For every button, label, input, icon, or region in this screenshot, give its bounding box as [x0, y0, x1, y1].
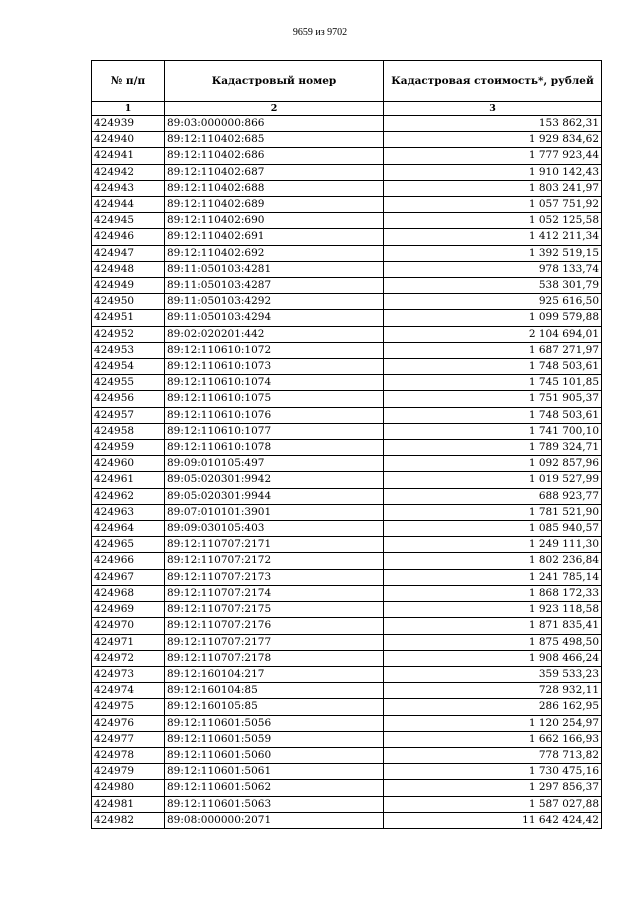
cadastral-number: 89:12:110601:5056	[165, 715, 384, 731]
table-row	[92, 634, 602, 650]
cadastral-number: 89:09:010105:497	[165, 456, 384, 472]
row-index: 424970	[92, 618, 165, 634]
row-index: 424963	[92, 504, 165, 520]
page-number: 9659 из 9702	[292, 27, 348, 38]
cadastral-number: 89:11:050103:4292	[165, 294, 384, 310]
cadastral-number: 89:12:110402:688	[165, 180, 384, 196]
cadastral-number: 89:12:110601:5061	[165, 764, 384, 780]
cadastral-number: 89:12:110601:5059	[165, 731, 384, 747]
cadastral-number: 89:12:110707:2171	[165, 537, 384, 553]
cadastral-number: 89:12:110610:1078	[165, 440, 384, 456]
cadastral-value: 1 923 118,58	[384, 602, 602, 618]
cadastral-number: 89:12:110402:690	[165, 213, 384, 229]
cadastral-number: 89:12:110402:686	[165, 148, 384, 164]
table-row	[92, 699, 602, 715]
row-index: 424972	[92, 650, 165, 666]
row-index: 424951	[92, 310, 165, 326]
table-row	[92, 116, 602, 132]
table-row	[92, 666, 602, 682]
cadastral-value: 1 871 835,41	[384, 618, 602, 634]
cadastral-number: 89:12:110707:2173	[165, 569, 384, 585]
table-row	[92, 521, 602, 537]
cadastral-number: 89:11:050103:4287	[165, 278, 384, 294]
table-row	[92, 747, 602, 763]
table-header-row	[92, 61, 602, 102]
cadastral-number: 89:12:110610:1073	[165, 359, 384, 375]
cadastral-value: 1 392 519,15	[384, 245, 602, 261]
row-index: 424953	[92, 342, 165, 358]
cadastral-value: 1 019 527,99	[384, 472, 602, 488]
cadastral-value: 1 085 940,57	[384, 521, 602, 537]
cadastral-number: 89:12:110707:2178	[165, 650, 384, 666]
row-index: 424960	[92, 456, 165, 472]
cadastral-value: 1 868 172,33	[384, 585, 602, 601]
row-index: 424939	[92, 116, 165, 132]
cadastral-value: 1 092 857,96	[384, 456, 602, 472]
cadastral-value: 1 730 475,16	[384, 764, 602, 780]
cadastral-number: 89:12:110610:1072	[165, 342, 384, 358]
header-cadastral-value: Кадастровая стоимость*, рублей	[384, 61, 602, 102]
cadastral-value: 1 802 236,84	[384, 553, 602, 569]
cadastral-number: 89:12:110402:689	[165, 197, 384, 213]
cadastral-number: 89:11:050103:4294	[165, 310, 384, 326]
cadastral-value: 2 104 694,01	[384, 326, 602, 342]
header-cadastral-number: Кадастровый номер	[165, 61, 384, 102]
cadastral-value: 1 777 923,44	[384, 148, 602, 164]
cadastral-value: 1 803 241,97	[384, 180, 602, 196]
cadastral-value: 1 662 166,93	[384, 731, 602, 747]
header-index: № п/п	[92, 61, 165, 102]
cadastral-number: 89:12:110601:5060	[165, 747, 384, 763]
cadastral-number: 89:12:110601:5063	[165, 796, 384, 812]
table-row	[92, 553, 602, 569]
row-index: 424977	[92, 731, 165, 747]
cadastral-number: 89:03:000000:866	[165, 116, 384, 132]
cadastral-number: 89:02:020201:442	[165, 326, 384, 342]
table-row	[92, 132, 602, 148]
table-row	[92, 359, 602, 375]
table-row	[92, 342, 602, 358]
row-index: 424957	[92, 407, 165, 423]
row-index: 424948	[92, 261, 165, 277]
cadastral-number: 89:12:110610:1076	[165, 407, 384, 423]
cadastral-value: 1 241 785,14	[384, 569, 602, 585]
row-index: 424974	[92, 683, 165, 699]
cadastral-number: 89:12:110402:691	[165, 229, 384, 245]
row-index: 424973	[92, 666, 165, 682]
cadastral-number: 89:05:020301:9942	[165, 472, 384, 488]
cadastral-number: 89:12:160105:85	[165, 699, 384, 715]
cadastral-number: 89:12:110707:2175	[165, 602, 384, 618]
cadastral-value: 778 713,82	[384, 747, 602, 763]
cadastral-value: 538 301,79	[384, 278, 602, 294]
cadastral-number: 89:12:110402:687	[165, 164, 384, 180]
table-row	[92, 229, 602, 245]
table-row	[92, 456, 602, 472]
cadastral-value: 1 789 324,71	[384, 440, 602, 456]
row-index: 424954	[92, 359, 165, 375]
row-index: 424958	[92, 423, 165, 439]
cadastral-value: 1 908 466,24	[384, 650, 602, 666]
cadastral-number: 89:12:110707:2172	[165, 553, 384, 569]
row-index: 424959	[92, 440, 165, 456]
table-row	[92, 294, 602, 310]
row-index: 424978	[92, 747, 165, 763]
cadastral-value: 1 751 905,37	[384, 391, 602, 407]
cadastral-value: 1 875 498,50	[384, 634, 602, 650]
table-row	[92, 488, 602, 504]
cadastral-number: 89:11:050103:4281	[165, 261, 384, 277]
row-index: 424968	[92, 585, 165, 601]
row-index: 424955	[92, 375, 165, 391]
row-index: 424971	[92, 634, 165, 650]
table-row	[92, 148, 602, 164]
cadastral-value: 1 120 254,97	[384, 715, 602, 731]
table-row	[92, 164, 602, 180]
cadastral-number: 89:12:110601:5062	[165, 780, 384, 796]
cadastral-value: 153 862,31	[384, 116, 602, 132]
cadastral-number: 89:12:110610:1074	[165, 375, 384, 391]
table-row	[92, 731, 602, 747]
cadastral-value: 1 297 856,37	[384, 780, 602, 796]
table-row	[92, 585, 602, 601]
cadastral-number: 89:12:110707:2174	[165, 585, 384, 601]
table-row	[92, 569, 602, 585]
column-number: 2	[165, 102, 384, 116]
row-index: 424956	[92, 391, 165, 407]
table-row	[92, 197, 602, 213]
table-row	[92, 780, 602, 796]
cadastral-number: 89:09:030105:403	[165, 521, 384, 537]
cadastral-value: 1 587 027,88	[384, 796, 602, 812]
table-row	[92, 602, 602, 618]
cadastral-number: 89:12:110610:1077	[165, 423, 384, 439]
row-index: 424976	[92, 715, 165, 731]
column-number: 1	[92, 102, 165, 116]
cadastral-value: 359 533,23	[384, 666, 602, 682]
table-row	[92, 375, 602, 391]
cadastral-value: 978 133,74	[384, 261, 602, 277]
table-row	[92, 796, 602, 812]
row-index: 424961	[92, 472, 165, 488]
table-row	[92, 715, 602, 731]
row-index: 424940	[92, 132, 165, 148]
row-index: 424981	[92, 796, 165, 812]
table-row	[92, 213, 602, 229]
cadastral-value: 1 412 211,34	[384, 229, 602, 245]
cadastral-number: 89:05:020301:9944	[165, 488, 384, 504]
table-row	[92, 504, 602, 520]
row-index: 424964	[92, 521, 165, 537]
table-row	[92, 537, 602, 553]
table-row	[92, 407, 602, 423]
column-number-row	[92, 102, 602, 116]
table-row	[92, 764, 602, 780]
cadastral-value: 1 748 503,61	[384, 407, 602, 423]
cadastral-value: 1 929 834,62	[384, 132, 602, 148]
cadastral-value: 11 642 424,42	[384, 812, 602, 828]
row-index: 424965	[92, 537, 165, 553]
table-row	[92, 812, 602, 828]
cadastral-value: 688 923,77	[384, 488, 602, 504]
cadastral-number: 89:07:010101:3901	[165, 504, 384, 520]
table-row	[92, 391, 602, 407]
cadastral-number: 89:12:110707:2177	[165, 634, 384, 650]
table-row	[92, 326, 602, 342]
cadastral-number: 89:12:160104:85	[165, 683, 384, 699]
row-index: 424950	[92, 294, 165, 310]
table-row	[92, 650, 602, 666]
cadastral-value: 1 745 101,85	[384, 375, 602, 391]
row-index: 424980	[92, 780, 165, 796]
row-index: 424966	[92, 553, 165, 569]
row-index: 424949	[92, 278, 165, 294]
row-index: 424947	[92, 245, 165, 261]
cadastral-value: 1 781 521,90	[384, 504, 602, 520]
row-index: 424945	[92, 213, 165, 229]
table-row	[92, 440, 602, 456]
row-index: 424941	[92, 148, 165, 164]
table-row	[92, 261, 602, 277]
table-row	[92, 278, 602, 294]
cadastral-value: 1 910 142,43	[384, 164, 602, 180]
column-number: 3	[384, 102, 602, 116]
row-index: 424967	[92, 569, 165, 585]
table-row	[92, 180, 602, 196]
cadastral-value-table	[91, 60, 602, 829]
row-index: 424962	[92, 488, 165, 504]
cadastral-value: 1 687 271,97	[384, 342, 602, 358]
row-index: 424975	[92, 699, 165, 715]
cadastral-value: 1 057 751,92	[384, 197, 602, 213]
cadastral-number: 89:12:110402:685	[165, 132, 384, 148]
row-index: 424943	[92, 180, 165, 196]
table-row	[92, 310, 602, 326]
cadastral-value: 1 099 579,88	[384, 310, 602, 326]
table-row	[92, 245, 602, 261]
cadastral-value: 1 052 125,58	[384, 213, 602, 229]
row-index: 424944	[92, 197, 165, 213]
table-row	[92, 423, 602, 439]
row-index: 424942	[92, 164, 165, 180]
cadastral-number: 89:08:000000:2071	[165, 812, 384, 828]
cadastral-value: 925 616,50	[384, 294, 602, 310]
cadastral-number: 89:12:110707:2176	[165, 618, 384, 634]
row-index: 424946	[92, 229, 165, 245]
table-body	[92, 116, 602, 829]
cadastral-value: 1 249 111,30	[384, 537, 602, 553]
cadastral-value: 1 748 503,61	[384, 359, 602, 375]
table-row	[92, 618, 602, 634]
table-row	[92, 683, 602, 699]
cadastral-number: 89:12:110610:1075	[165, 391, 384, 407]
cadastral-number: 89:12:160104:217	[165, 666, 384, 682]
row-index: 424952	[92, 326, 165, 342]
table-row	[92, 472, 602, 488]
cadastral-value: 286 162,95	[384, 699, 602, 715]
row-index: 424979	[92, 764, 165, 780]
row-index: 424982	[92, 812, 165, 828]
cadastral-value: 728 932,11	[384, 683, 602, 699]
row-index: 424969	[92, 602, 165, 618]
cadastral-number: 89:12:110402:692	[165, 245, 384, 261]
cadastral-value: 1 741 700,10	[384, 423, 602, 439]
